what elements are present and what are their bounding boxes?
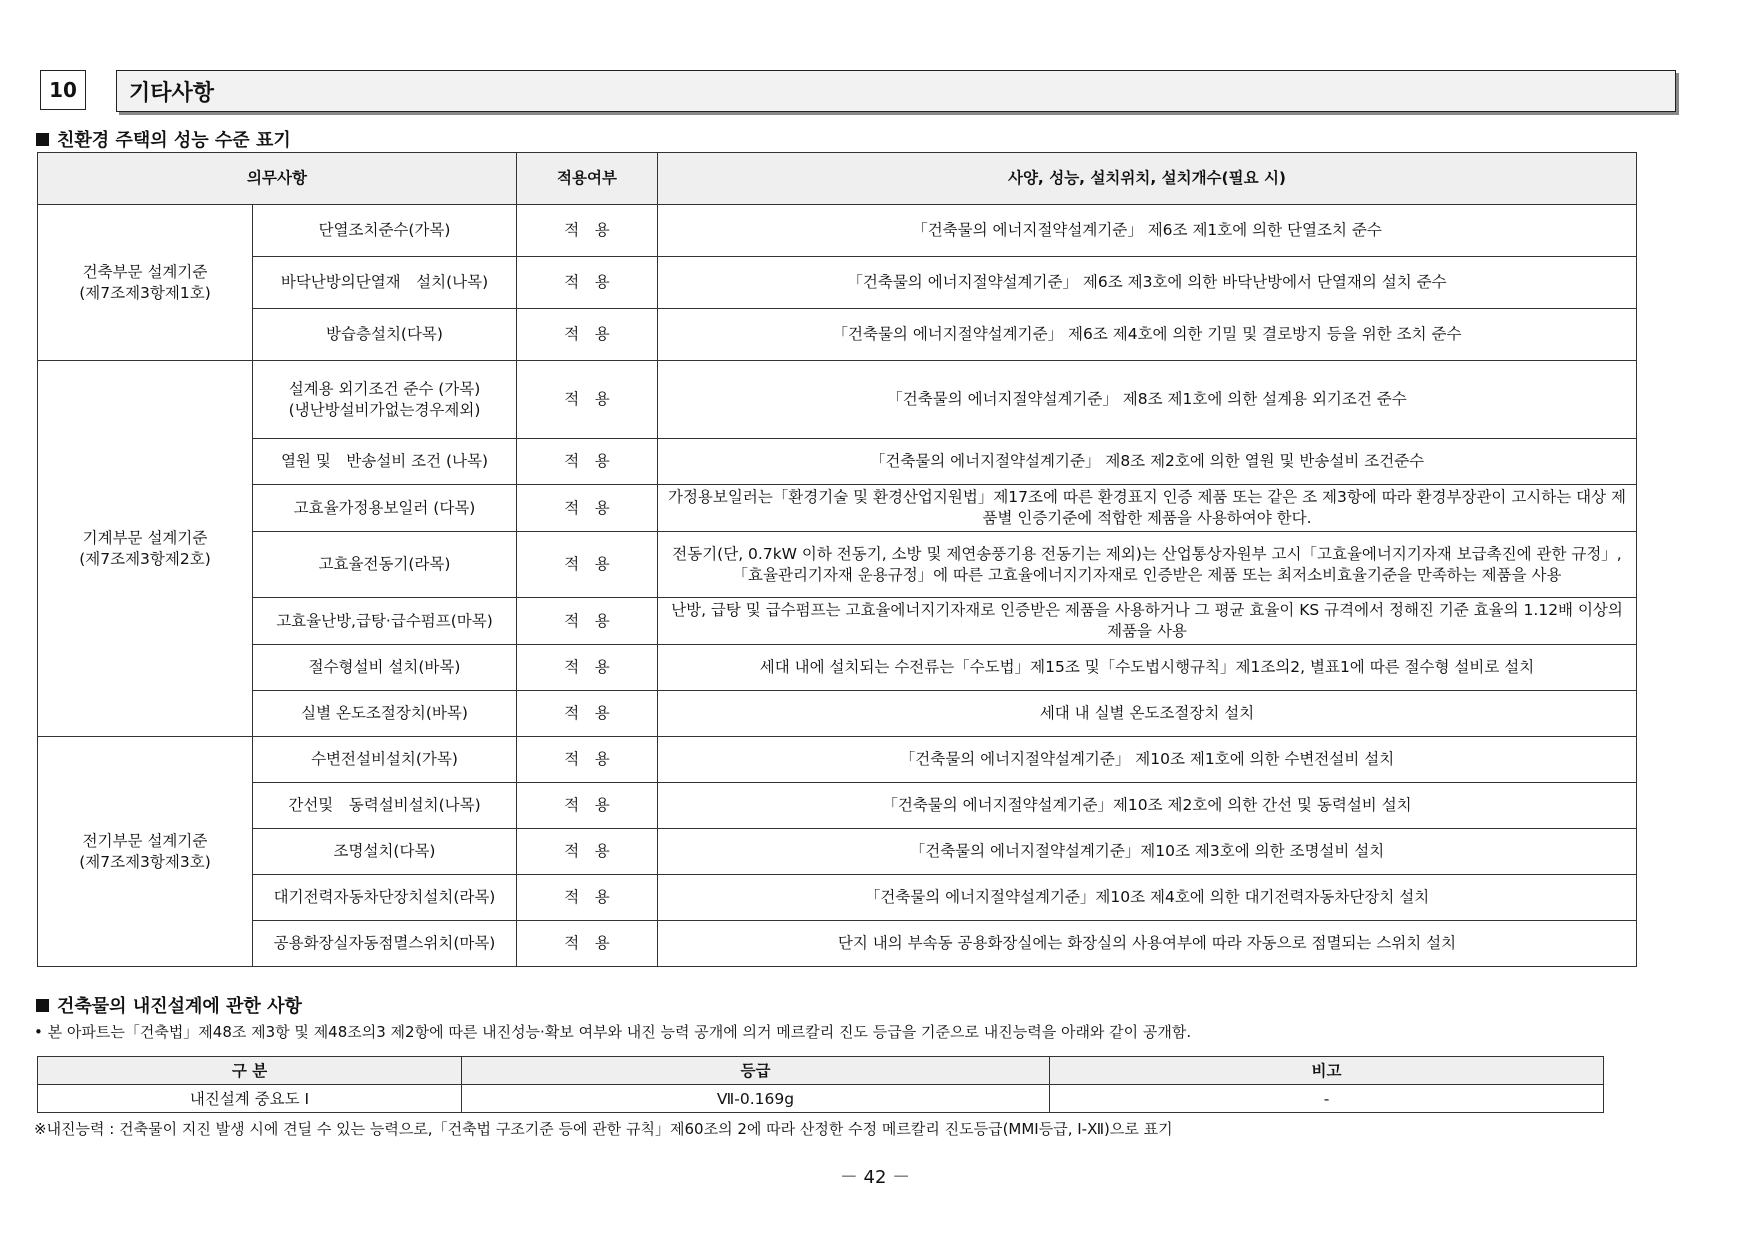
applied-cell: 적 용 [517,783,658,829]
spec-cell: 「건축물의 에너지절약설계기준」제10조 제3호에 의한 조명설비 설치 [658,829,1637,875]
page-number: － 42 － [839,1167,911,1188]
item-cell: 실별 온도조절장치(바목) [253,691,517,737]
applied-cell: 적 용 [517,361,658,439]
item-cell: 고효율가정용보일러 (다목) [253,485,517,532]
table-header-row [38,1057,1604,1085]
spec-cell: 가정용보일러는「환경기술 및 환경산업지원법」제17조에 따른 환경표지 인증 제품 또는 같은 조 제3항에 따라 환경부장관이 고시하는 대상 제품별 인증기준에 적합한 제품을 사용하여야 한다. [658,485,1637,532]
spec-cell: 「건축물의 에너지절약설계기준」 제8조 제1호에 의한 설계용 외기조건 준수 [658,361,1637,439]
applied-cell: 적 용 [517,439,658,485]
group-name: 기계부문 설계기준 [82,528,208,547]
header-spec: 사양, 성능, 설치위치, 설치개수(필요 시) [658,153,1637,205]
seismic-heading-text: 건축물의 내진설계에 관한 사항 [57,996,302,1017]
spec-cell: 「건축물의 에너지절약설계기준」 제10조 제1호에 의한 수변전설비 설치 [658,737,1637,783]
grade-cell: Ⅶ-0.169g [462,1085,1050,1113]
table-row [38,361,1637,439]
item-cell: 고효율전동기(라목) [253,532,517,598]
item-cell: 수변전설비설치(가목) [253,737,517,783]
square-bullet-icon [36,999,49,1012]
table-row [38,921,1637,967]
seismic-table [37,1056,1604,1113]
spec-cell: 단지 내의 부속동 공용화장실에는 화장실의 사용여부에 따라 자동으로 점멸되는 스위치 설치 [658,921,1637,967]
group-ref: (제7조제3항제1호) [79,283,211,302]
section-number: 10 [40,70,86,110]
table-row [38,309,1637,361]
seismic-footnote: ※내진능력 : 건축물이 지진 발생 시에 견딜 수 있는 능력으로,「건축법 구조기준 등에 관한 규칙」제60조의 2에 따라 산정한 수정 메르칼리 진도등급(MMI등급, Ⅰ-Ⅻ)으로 표기 [34,1120,1173,1138]
table-row [38,257,1637,309]
spec-cell: 「건축물의 에너지절약설계기준」제10조 제2호에 의한 간선 및 동력설비 설치 [658,783,1637,829]
table-row [38,829,1637,875]
table-row [38,691,1637,737]
item-line: 설계용 외기조건 준수 (가목) [288,379,481,398]
applied-cell: 적 용 [517,875,658,921]
header-duty: 의무사항 [38,153,517,205]
item-cell: 방습층설치(다목) [253,309,517,361]
eco-heading-text: 친환경 주택의 성능 수준 표기 [57,130,291,151]
table-row [38,439,1637,485]
section-title: 기타사항 [116,70,1676,112]
item-line: (냉난방설비가없는경우제외) [288,400,481,419]
table-row [38,532,1637,598]
spec-cell: 난방, 급탕 및 급수펌프는 고효율에너지기자재로 인증받은 제품을 사용하거나 그 평균 효율이 KS 규격에서 정해진 기준 효율의 1.12배 이상의 제품을 사용 [658,598,1637,645]
item-cell: 열원 및 반송설비 조건 (나목) [253,439,517,485]
header-applied: 적용여부 [517,153,658,205]
applied-cell: 적 용 [517,921,658,967]
applied-cell: 적 용 [517,691,658,737]
applied-cell: 적 용 [517,257,658,309]
item-cell: 고효율난방,급탕·급수펌프(마목) [253,598,517,645]
item-cell: 단열조치준수(가목) [253,205,517,257]
applied-cell: 적 용 [517,485,658,532]
table-row [38,783,1637,829]
seismic-heading [36,992,302,1018]
applied-cell: 적 용 [517,205,658,257]
spec-cell: 「건축물의 에너지절약설계기준」 제6조 제4호에 의한 기밀 및 결로방지 등을 위한 조치 준수 [658,309,1637,361]
header-remark: 비고 [1050,1057,1604,1085]
group-cell [38,737,253,967]
item-cell: 간선및 동력설비설치(나목) [253,783,517,829]
group-cell [38,205,253,361]
table-row [38,737,1637,783]
group-ref: (제7조제3항제3호) [79,852,211,871]
applied-cell: 적 용 [517,598,658,645]
remark-cell: - [1050,1085,1604,1113]
spec-cell: 세대 내 실별 온도조절장치 설치 [658,691,1637,737]
table-row [38,598,1637,645]
table-row [38,205,1637,257]
table-row [38,1085,1604,1113]
item-cell: 조명설치(다목) [253,829,517,875]
square-bullet-icon [36,133,49,146]
spec-cell: 「건축물의 에너지절약설계기준」 제8조 제2호에 의한 열원 및 반송설비 조건준수 [658,439,1637,485]
header-category: 구 분 [38,1057,462,1085]
item-cell: 공용화장실자동점멸스위치(마목) [253,921,517,967]
applied-cell: 적 용 [517,532,658,598]
item-cell: 절수형설비 설치(바목) [253,645,517,691]
applied-cell: 적 용 [517,645,658,691]
item-cell: 바닥난방의단열재 설치(나목) [253,257,517,309]
applied-cell: 적 용 [517,829,658,875]
eco-performance-table [37,152,1637,967]
applied-cell: 적 용 [517,737,658,783]
spec-cell: 「건축물의 에너지절약설계기준」 제6조 제1호에 의한 단열조치 준수 [658,205,1637,257]
item-cell [253,361,517,439]
spec-cell: 세대 내에 설치되는 수전류는「수도법」제15조 및「수도법시행규칙」제1조의2, 별표1에 따른 절수형 설비로 설치 [658,645,1637,691]
spec-cell: 「건축물의 에너지절약설계기준」제10조 제4호에 의한 대기전력자동차단장치 설치 [658,875,1637,921]
table-row [38,645,1637,691]
table-row [38,485,1637,532]
applied-cell: 적 용 [517,309,658,361]
group-name: 전기부문 설계기준 [82,831,208,850]
table-header-row [38,153,1637,205]
spec-cell: 「건축물의 에너지절약설계기준」 제6조 제3호에 의한 바닥난방에서 단열재의 설치 준수 [658,257,1637,309]
group-name: 건축부문 설계기준 [82,262,208,281]
group-cell [38,361,253,737]
group-ref: (제7조제3항제2호) [79,549,211,568]
seismic-intro: • 본 아파트는「건축법」제48조 제3항 및 제48조의3 제2항에 따른 내진성능·확보 여부와 내진 능력 공개에 의거 메르칼리 진도 등급을 기준으로 내진능력을 아래와 같이 공개함. [34,1023,1192,1041]
header-grade: 등급 [462,1057,1050,1085]
table-row [38,875,1637,921]
spec-cell: 전동기(단, 0.7kW 이하 전동기, 소방 및 제연송풍기용 전동기는 제외)는 산업통상자원부 고시「고효율에너지기자재 보급촉진에 관한 규정」,「효율관리기자재 운용규정」에 따른 고효율에너지기자재로 인증받은 제품 또는 최저소비효율기준을 만족하는 제품을 사용 [658,532,1637,598]
eco-heading [36,126,291,152]
item-cell: 대기전력자동차단장치설치(라목) [253,875,517,921]
category-cell: 내진설계 중요도 Ⅰ [38,1085,462,1113]
